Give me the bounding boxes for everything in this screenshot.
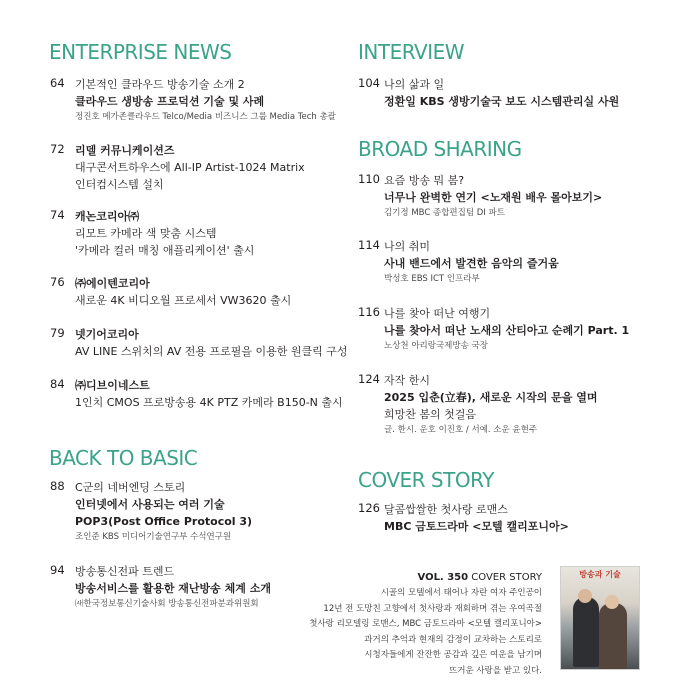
cover-note-line: 첫사랑 리모델링 로맨스, MBC 금토드라마 <모텔 캘리포니아> xyxy=(309,619,542,629)
entry-series: 방송통신전파 트렌드 xyxy=(75,565,175,578)
entry-title-line: AV LINE 스위치의 AV 전용 프로필을 이용한 원클릭 구성 xyxy=(75,345,348,358)
cover-note-heading xyxy=(306,570,542,586)
cover-note-line: 과거의 추억과 현재의 감정이 교차하는 스토리로 xyxy=(364,634,542,645)
entry-author: 조인준 KBS 미디어기술연구부 수석연구원 xyxy=(75,532,232,542)
volume-label: VOL. 350 xyxy=(417,572,469,583)
page-number: 72 xyxy=(50,142,65,156)
entry-title: 클라우드 생방송 프로덕션 기술 및 사례 xyxy=(75,95,265,108)
entry-title: 나를 찾아서 떠난 노새의 산티아고 순례기 Part. 1 xyxy=(384,324,630,337)
page-number: 104 xyxy=(358,76,380,90)
page-number: 84 xyxy=(50,377,65,391)
entry-series: 기본적인 클라우드 방송기술 소개 2 xyxy=(75,78,245,91)
entry-series: 나의 삶과 일 xyxy=(384,78,445,91)
entry-title: 너무나 완벽한 연기 <노재원 배우 몰아보기> xyxy=(384,191,603,204)
entry-title-line: 1인치 CMOS 프로방송용 4K PTZ 카메라 B150-N 출시 xyxy=(75,396,343,409)
cover-thumbnail[interactable] xyxy=(560,566,640,670)
cover-note-line: 시청자들에게 잔잔한 공감과 깊은 여운을 남기며 xyxy=(364,650,542,660)
cover-figure-head xyxy=(605,595,619,609)
entry-author: 김기정 MBC 종합편집팀 DI 파트 xyxy=(384,208,505,218)
entry-title-line: 리모트 카메라 색 맞춤 시스템 xyxy=(75,227,217,240)
section-title-interview: INTERVIEW xyxy=(358,40,465,64)
entry-title: 방송서비스를 활용한 재난방송 체계 소개 xyxy=(75,582,271,595)
cover-figure-right xyxy=(599,603,627,669)
section-title-broad-sharing: BROAD SHARING xyxy=(358,137,522,161)
entry-series: 나를 찾아 떠난 여행기 xyxy=(384,307,491,320)
cover-note-line: 시골의 모텔에서 태어나 자란 여자 주인공이 xyxy=(380,588,542,598)
page-number: 94 xyxy=(50,563,65,577)
entry-author: 정진호 메가존클라우드 Telco/Media 비즈니스 그룹 Media Tech 총괄 xyxy=(75,112,336,122)
cover-note-line: 뜨거운 사랑을 받고 있다. xyxy=(449,665,542,676)
page-number: 64 xyxy=(50,76,65,90)
entry-series: 달콤쌉쌀한 첫사랑 로맨스 xyxy=(384,503,508,516)
page-number: 114 xyxy=(358,238,380,252)
entry-series: C군의 네버엔딩 스토리 xyxy=(75,481,186,494)
page-number: 74 xyxy=(50,208,65,222)
cover-figure-left xyxy=(573,597,599,667)
entry-title: 정환일 KBS 생방기술국 보도 시스템관리실 사원 xyxy=(384,95,620,108)
page-number: 110 xyxy=(358,172,380,186)
entry-title-line: 인터컴시스템 설치 xyxy=(75,178,164,191)
entry-company: ㈜에이텐코리아 xyxy=(75,277,150,290)
cover-story-note xyxy=(306,570,542,679)
section-title-enterprise-news: ENTERPRISE NEWS xyxy=(49,40,232,64)
entry-company: 리델 커뮤니케이션즈 xyxy=(75,144,175,157)
page-number: 124 xyxy=(358,372,380,386)
page-number: 79 xyxy=(50,326,65,340)
entry-title: 인터넷에서 사용되는 여러 기술 xyxy=(75,498,225,511)
entry-title-line: 대구콘서트하우스에 All-IP Artist-1024 Matrix xyxy=(75,161,305,174)
cover-figure-head xyxy=(578,589,592,603)
cover-note-line: 12년 전 도망친 고향에서 첫사랑과 재회하며 겪는 우여곡절 xyxy=(323,603,542,614)
magazine-logo: 방송과 기술 xyxy=(579,570,621,579)
page-number: 76 xyxy=(50,275,65,289)
entry-series: 나의 취미 xyxy=(384,240,431,253)
entry-title: POP3(Post Office Protocol 3) xyxy=(75,515,253,528)
entry-title-line: 새로운 4K 비디오월 프로세서 VW3620 출시 xyxy=(75,294,292,307)
entry-title-line: '카메라 컬러 매칭 애플리케이션' 출시 xyxy=(75,244,255,257)
entry-company: 넷기어코리아 xyxy=(75,328,139,341)
page-number: 116 xyxy=(358,305,380,319)
page-number: 88 xyxy=(50,479,65,493)
entry-series: 요즘 방송 뭐 봄? xyxy=(384,174,465,187)
entry-company: ㈜디브이네스트 xyxy=(75,379,150,392)
entry-subtitle: 희망찬 봄의 첫걸음 xyxy=(384,408,477,421)
entry-title: MBC 금토드라마 <모텔 캘리포니아> xyxy=(384,520,569,533)
entry-title: 사내 밴드에서 발견한 음악의 즐거움 xyxy=(384,257,559,270)
entry-series: 자작 한시 xyxy=(384,374,431,387)
entry-title: 2025 입춘(立春), 새로운 시작의 문을 열며 xyxy=(384,391,598,404)
entry-author: 노상천 아리랑국제방송 국장 xyxy=(384,341,488,351)
page-number: 126 xyxy=(358,501,380,515)
section-title-cover-story: COVER STORY xyxy=(358,468,494,492)
cover-story-label: COVER STORY xyxy=(471,572,542,583)
entry-author: 글. 한시. 운호 이진호 / 서예. 소운 윤현주 xyxy=(384,425,538,435)
entry-author: 박성호 EBS ICT 인프라부 xyxy=(384,274,480,284)
entry-author: ㈔한국정보통신기술사회 방송통신전파분과위원회 xyxy=(75,599,259,609)
entry-company: 캐논코리아㈜ xyxy=(75,210,140,223)
section-title-back-to-basic: BACK TO BASIC xyxy=(49,446,198,470)
